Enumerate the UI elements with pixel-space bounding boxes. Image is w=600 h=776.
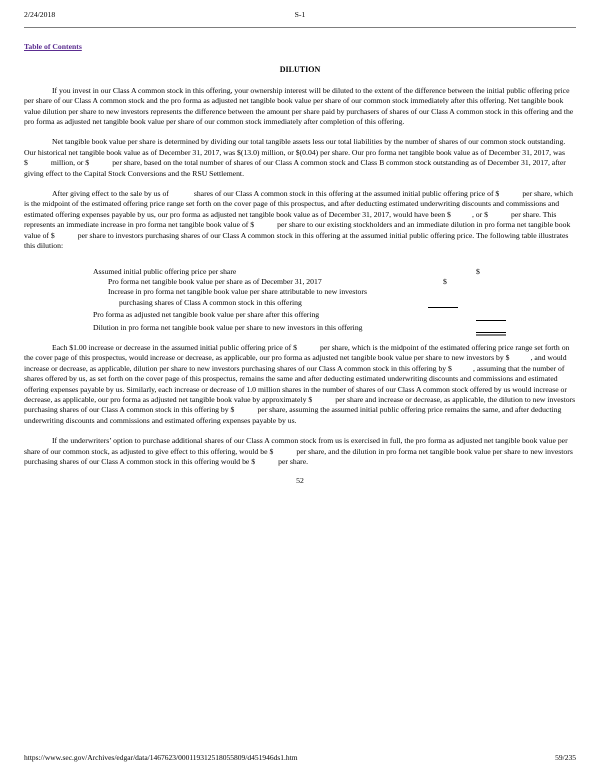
table-row bbox=[93, 267, 576, 277]
row-label-line2: purchasing shares of Class A common stock in this offering bbox=[119, 297, 302, 307]
value-cell-col1-subtotal-rule bbox=[428, 307, 458, 308]
table-row bbox=[93, 323, 576, 333]
table-row bbox=[93, 310, 576, 320]
source-url: https://www.sec.gov/Archives/edgar/data/1467623/000119312518055809/d451946ds1.htm bbox=[24, 752, 298, 762]
value-cell-col2-subtotal-rule bbox=[476, 320, 506, 321]
paragraph-2: Net tangible book value per share is determined by dividing our total tangible assets less our total liabilities by the number of shares of our common stock outstanding. Our historical net tangible book value as of December 31, 2017, was $(13.0) million, or $(0.04) per share. Our pro forma net tangible book value as of December 31, 2017, was $ million, or $ per share, based on the total number of shares of our Class A common stock and Class B common stock outstanding as of December 31, 2017, after giving effect to the Capital Stock Conversions and the RSU Settlement. bbox=[24, 137, 566, 178]
table-of-contents-link[interactable]: Table of Contents bbox=[24, 42, 82, 51]
dilution-table bbox=[93, 267, 576, 333]
row-label bbox=[93, 287, 428, 308]
table-row bbox=[93, 287, 576, 308]
paragraph-5: If the underwriters’ option to purchase additional shares of our Class A common stock from us is exercised in full, the pro forma as adjusted net tangible book value per share of our common stock, as adjusted to give effect to this offering, would be $ per share, and the dilution in pro forma net tangible book value per share to new investors purchasing shares of our Class A common stock in this offering would be $ per share. bbox=[24, 436, 573, 466]
table-row bbox=[93, 277, 576, 287]
header-rule bbox=[24, 27, 576, 28]
row-label: Pro forma net tangible book value per share as of December 31, 2017 bbox=[108, 276, 322, 286]
row-label-line1: Increase in pro forma net tangible book value per share attributable to new investors bbox=[108, 287, 367, 297]
paragraph-4: Each $1.00 increase or decrease in the assumed initial public offering price of $ per share, which is the midpoint of the estimated offering price range set forth on the cover page of this prospectus, would increase or decrease, as applicable, our pro forma as adjusted net tangible book value per share to new investors by $ , and would increase or decrease, as applicable, dilution per share to new investors purchasing shares of our Class A common stock in this offering by $ , assuming that the number of shares offered by us, as set forth on the cover page of this prospectus, remains the same and after deducting estimated underwriting discounts and commissions and estimated offering expenses payable by us. Similarly, each increase or decrease of 1.0 million shares in the number of shares of our Class A common stock offered by us would increase or decrease, as applicable, our pro forma as adjusted net tangible book value by approximately $ per share and increase or decrease, as applicable, the dilution to new investors purchasing shares of our Class A common stock in this offering by $ per share, assuming the assumed initial public offering price remains the same, and after deducting underwriting discounts and commissions and estimated offering expenses payable by us. bbox=[24, 342, 576, 425]
print-footer bbox=[24, 753, 576, 763]
print-date: 2/24/2018 bbox=[24, 10, 56, 19]
row-label: Dilution in pro forma net tangible book value per share to new investors in this offering bbox=[93, 322, 363, 332]
value-cell-col2: $ bbox=[476, 266, 480, 276]
value-cell-col2-total-double-rule bbox=[476, 332, 506, 333]
table-of-contents-link-row bbox=[24, 42, 576, 52]
page-indicator: 59/235 bbox=[555, 752, 576, 762]
paragraph-1: If you invest in our Class A common stock in this offering, your ownership interest will be diluted to the extent of the difference between the initial public offering price per share of our Class A common stock and the pro forma as adjusted net tangible book value per share of our common stock immediately after this offering. Net tangible book value dilution per share to new investors represents the difference between the amount per share paid by purchasers of shares of our Class A common stock in this offering and the pro forma as adjusted net tangible book value per share of our common stock immediately after completion of this offering. bbox=[24, 85, 574, 127]
row-label: Pro forma as adjusted net tangible book value per share after this offering bbox=[93, 310, 320, 320]
section-title: DILUTION bbox=[279, 65, 321, 75]
form-type-label: S-1 bbox=[294, 10, 306, 19]
print-header bbox=[24, 10, 576, 20]
value-cell-col1: $ bbox=[443, 276, 447, 286]
document-page-number: 52 bbox=[296, 476, 304, 486]
row-label: Assumed initial public offering price per share bbox=[93, 266, 237, 276]
paragraph-3: After giving effect to the sale by us of shares of our Class A common stock in this offering at the assumed initial public offering price of $ per share, which is the midpoint of the estimated offering price range set forth on the cover page of this prospectus, and after deducting estimated underwriting discounts and commissions and estimated offering expenses payable by us, our pro forma as adjusted net tangible book value as of December 31, 2017, would have been $ , or $ per share. This represents an immediate increase in pro forma net tangible book value of $ per share to our existing stockholders and an immediate dilution in pro forma net tangible book value of $ per share to investors purchasing shares of our Class A common stock in this offering at the assumed initial public offering price. The following table illustrates this dilution: bbox=[24, 189, 573, 251]
